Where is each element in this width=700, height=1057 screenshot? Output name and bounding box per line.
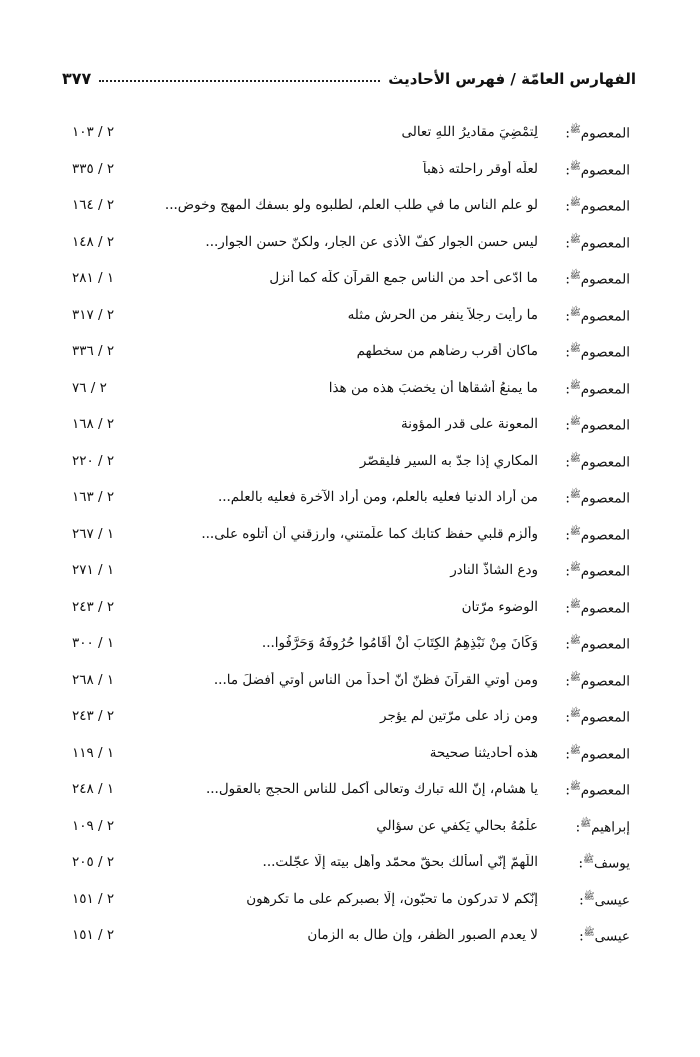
volume-page-ref: ١ / ٢٤٨ xyxy=(72,781,115,798)
narrator-name: المعصوم xyxy=(580,673,630,689)
narrator-name: يوسف xyxy=(593,855,630,872)
narrator-name: عيسى xyxy=(594,892,630,908)
entry-narrator xyxy=(538,269,630,288)
salutation-mark: ﷺ xyxy=(569,234,581,245)
narrator-name: المعصوم xyxy=(580,782,630,799)
narrator-colon: : xyxy=(565,125,570,142)
hadith-text: لِتمْضِيَ مقاديرُ اللهِ تعالى xyxy=(401,124,538,141)
hadith-text: لا يعدم الصبور الظفر، وإن طال به الزمان xyxy=(307,927,538,944)
index-entry xyxy=(72,297,630,334)
volume-page-ref: ١ / ٢٨١ xyxy=(72,270,115,287)
hadith-text: وَكَانَ مِنْ نَبْذِهِمُ الكِتَابَ أَنْ أَقَامُوا حُرُوفَهُ وَحَرَّفُوا... xyxy=(261,635,538,652)
volume-page-ref: ١ / ٢٦٧ xyxy=(72,525,115,542)
hadith-text: ماكان أقرب رضاهم من سخطهم xyxy=(356,343,538,360)
entry-narrator xyxy=(538,525,630,544)
entry-narrator xyxy=(538,671,630,690)
index-entry xyxy=(72,881,630,918)
hadith-text: ما رأيت رجلاً ينفر من الحرش مثله xyxy=(347,306,538,323)
narrator-colon: : xyxy=(565,746,570,762)
hadith-text: ومن أُوتي القرآنَ فظنّ أنّ أحداً من الناس أُوتي أفضلَ ما... xyxy=(213,671,538,688)
salutation-mark: ﷺ xyxy=(569,198,581,208)
salutation-mark: ﷺ xyxy=(583,855,594,865)
narrator-name: المعصوم xyxy=(580,490,630,507)
hadith-text: ودع الشاذّ النادر xyxy=(450,562,538,579)
index-entry xyxy=(72,662,630,699)
entry-narrator xyxy=(538,379,630,398)
entry-narrator xyxy=(538,926,630,945)
entry-narrator xyxy=(538,890,630,909)
entry-narrator xyxy=(538,634,630,653)
narrator-colon: : xyxy=(565,782,570,799)
volume-page-ref: ٢ / ٣٣٥ xyxy=(72,160,115,177)
entry-narrator xyxy=(538,306,630,325)
hadith-text: هذه أحاديثنا صحيحة xyxy=(429,744,538,761)
narrator-name: المعصوم xyxy=(580,162,630,178)
volume-page-ref: ٢ / ١٦٤ xyxy=(72,197,115,214)
volume-page-ref: ١ / ١١٩ xyxy=(72,744,115,761)
salutation-mark: ﷺ xyxy=(569,782,581,792)
salutation-mark: ﷺ xyxy=(569,563,581,573)
index-entry xyxy=(72,516,630,553)
hadith-text: من أراد الدنيا فعليه بالعلم، ومن أراد الآخرة فعليه بالعلم... xyxy=(217,489,538,506)
index-entry xyxy=(72,443,630,480)
narrator-colon: : xyxy=(578,855,584,872)
hadith-index-list xyxy=(72,114,630,954)
leader-dots xyxy=(99,79,380,82)
volume-page-ref: ٢ / ١٦٣ xyxy=(72,489,115,506)
index-entry xyxy=(72,187,630,224)
narrator-colon: : xyxy=(565,490,570,507)
index-entry xyxy=(72,917,630,954)
entry-narrator xyxy=(538,452,630,471)
entry-narrator xyxy=(538,196,630,215)
volume-page-ref: ٢ / ١٠٣ xyxy=(72,124,115,141)
entry-narrator xyxy=(538,415,630,434)
index-entry xyxy=(72,589,630,626)
salutation-mark: ﷺ xyxy=(569,380,581,391)
narrator-colon: : xyxy=(565,162,570,178)
hadith-text: ليس حسن الجوار كفّ الأذى عن الجار، ولكنّ حسن الجوار... xyxy=(205,233,538,250)
narrator-colon: : xyxy=(565,563,570,580)
hadith-text: ومن زاد على مرّتين لم يؤجر xyxy=(380,708,538,725)
volume-page-ref: ٢ / ١٤٨ xyxy=(72,233,115,250)
narrator-colon: : xyxy=(565,454,570,470)
volume-page-ref: ٢ / ١٠٩ xyxy=(72,817,115,834)
narrator-name: المعصوم xyxy=(580,709,630,726)
volume-page-ref: ٢ / ١٦٨ xyxy=(72,416,115,433)
narrator-name: المعصوم xyxy=(580,125,630,142)
index-entry xyxy=(72,771,630,808)
narrator-colon: : xyxy=(565,271,570,288)
volume-page-ref: ٢ / ٢٠٥ xyxy=(72,854,115,871)
hadith-text: علْمُهُ بحالي يَكفي عن سؤالي xyxy=(376,817,538,834)
index-entry xyxy=(72,370,630,407)
salutation-mark: ﷺ xyxy=(569,453,581,464)
narrator-colon: : xyxy=(565,235,570,251)
narrator-name: المعصوم xyxy=(580,600,630,616)
hadith-text: المعونة على قدر المؤونة xyxy=(400,416,538,433)
hadith-text: اللّهمّ إنّي أسألك بحقّ محمّد وأهل بيته إلّا عجّلت... xyxy=(262,854,538,871)
page-number: ٣٧٧ xyxy=(62,69,92,88)
salutation-mark: ﷺ xyxy=(583,928,595,938)
entry-narrator xyxy=(538,707,630,726)
hadith-text: لو علم الناس ما في طلب العلم، لطلبوه ولو بسفك المهج وخوض... xyxy=(164,197,538,214)
volume-page-ref: ٢ / ٣٣٦ xyxy=(72,343,115,360)
entry-narrator xyxy=(538,780,630,799)
salutation-mark: ﷺ xyxy=(569,344,581,354)
index-entry xyxy=(72,479,630,516)
narrator-name: المعصوم xyxy=(580,454,630,470)
volume-page-ref: ٢ / ٢٢٠ xyxy=(72,452,115,469)
narrator-colon: : xyxy=(565,709,570,726)
volume-page-ref: ١ / ٣٠٠ xyxy=(72,635,115,652)
page-title: الفهارس العامّة / فهرس الأحاديث xyxy=(388,70,636,88)
volume-page-ref: ٢ / ٢٤٣ xyxy=(72,708,115,725)
entry-narrator xyxy=(538,123,630,142)
salutation-mark: ﷺ xyxy=(580,818,592,829)
entry-narrator xyxy=(538,488,630,507)
narrator-name: المعصوم xyxy=(580,344,630,361)
index-entry xyxy=(72,406,630,443)
index-entry xyxy=(72,114,630,151)
volume-page-ref: ١ / ٢٦٨ xyxy=(72,671,115,688)
narrator-colon: : xyxy=(565,527,570,543)
salutation-mark: ﷺ xyxy=(569,161,581,172)
index-entry xyxy=(72,844,630,881)
volume-page-ref: ٢ / ٣١٧ xyxy=(72,306,115,323)
index-entry xyxy=(72,698,630,735)
volume-page-ref: ١ / ٢٧١ xyxy=(72,562,115,579)
narrator-name: المعصوم xyxy=(580,235,630,251)
entry-narrator xyxy=(538,233,630,252)
hadith-text: إنّكم لا تدركون ما تحبّون، إلّا بصبركم على ما تكرهون xyxy=(246,890,538,907)
hadith-text: الوضوء مرّتان xyxy=(461,598,538,615)
salutation-mark: ﷺ xyxy=(569,599,581,610)
index-entry xyxy=(72,552,630,589)
entry-narrator xyxy=(538,744,630,763)
narrator-name: المعصوم xyxy=(580,198,630,215)
index-entry xyxy=(72,333,630,370)
narrator-colon: : xyxy=(579,928,584,945)
narrator-colon: : xyxy=(565,600,570,616)
hadith-text: يا هشام، إنّ الله تبارك وتعالى أكمل للناس الحجج بالعقول... xyxy=(205,781,538,798)
narrator-colon: : xyxy=(579,892,584,908)
entry-narrator xyxy=(538,598,630,617)
volume-page-ref: ٢ / ١٥١ xyxy=(72,927,115,944)
volume-page-ref: ٢ / ٢٤٣ xyxy=(72,598,115,615)
salutation-mark: ﷺ xyxy=(569,125,581,135)
narrator-colon: : xyxy=(565,381,570,397)
entry-narrator xyxy=(538,561,630,580)
narrator-colon: : xyxy=(565,673,570,689)
narrator-name: المعصوم xyxy=(580,271,630,288)
hadith-text: وألزم قلبي حفظ كتابك كما علّمتني، وارزقني أن أتلوه على... xyxy=(201,525,538,542)
salutation-mark: ﷺ xyxy=(583,891,595,902)
entry-narrator xyxy=(538,817,630,836)
entry-narrator xyxy=(538,853,630,872)
index-entry xyxy=(72,735,630,772)
salutation-mark: ﷺ xyxy=(569,745,581,756)
index-entry xyxy=(72,224,630,261)
narrator-name: المعصوم xyxy=(580,381,630,397)
index-entry xyxy=(72,151,630,188)
narrator-colon: : xyxy=(565,198,570,215)
narrator-colon: : xyxy=(565,308,570,324)
entry-narrator xyxy=(538,160,630,179)
narrator-colon: : xyxy=(565,417,570,434)
index-entry xyxy=(72,260,630,297)
salutation-mark: ﷺ xyxy=(569,307,581,318)
hadith-text: لعلّه أوقر راحلته ذهباً xyxy=(422,160,538,177)
entry-narrator xyxy=(538,342,630,361)
salutation-mark: ﷺ xyxy=(569,490,581,500)
narrator-colon: : xyxy=(565,344,570,361)
volume-page-ref: ٢ / ١٥١ xyxy=(72,890,115,907)
narrator-name: عيسى xyxy=(594,928,630,945)
narrator-name: المعصوم xyxy=(580,746,630,762)
narrator-name: المعصوم xyxy=(580,527,630,543)
salutation-mark: ﷺ xyxy=(569,417,581,427)
salutation-mark: ﷺ xyxy=(569,271,581,281)
volume-page-ref: ٢ / ٧٦ xyxy=(72,379,107,396)
narrator-name: المعصوم xyxy=(580,308,630,324)
page-header xyxy=(62,58,636,88)
narrator-colon: : xyxy=(575,819,581,835)
narrator-name: المعصوم xyxy=(580,417,630,434)
narrator-name: إبراهيم xyxy=(591,819,630,835)
index-entry xyxy=(72,625,630,662)
hadith-text: المكاري إذا جدّ به السير فليقصّر xyxy=(359,452,538,469)
narrator-name: المعصوم xyxy=(580,636,630,653)
narrator-name: المعصوم xyxy=(580,563,630,580)
salutation-mark: ﷺ xyxy=(569,709,581,719)
salutation-mark: ﷺ xyxy=(569,526,581,537)
salutation-mark: ﷺ xyxy=(569,636,581,646)
narrator-colon: : xyxy=(565,636,570,653)
hadith-text: ما ادّعى أحد من الناس جمع القرآن كلّه كما أُنزل xyxy=(269,270,538,287)
index-entry xyxy=(72,808,630,845)
salutation-mark: ﷺ xyxy=(569,672,581,683)
hadith-text: ما يمنعُ أشقاها أن يخضبَ هذه من هذا xyxy=(328,379,538,396)
